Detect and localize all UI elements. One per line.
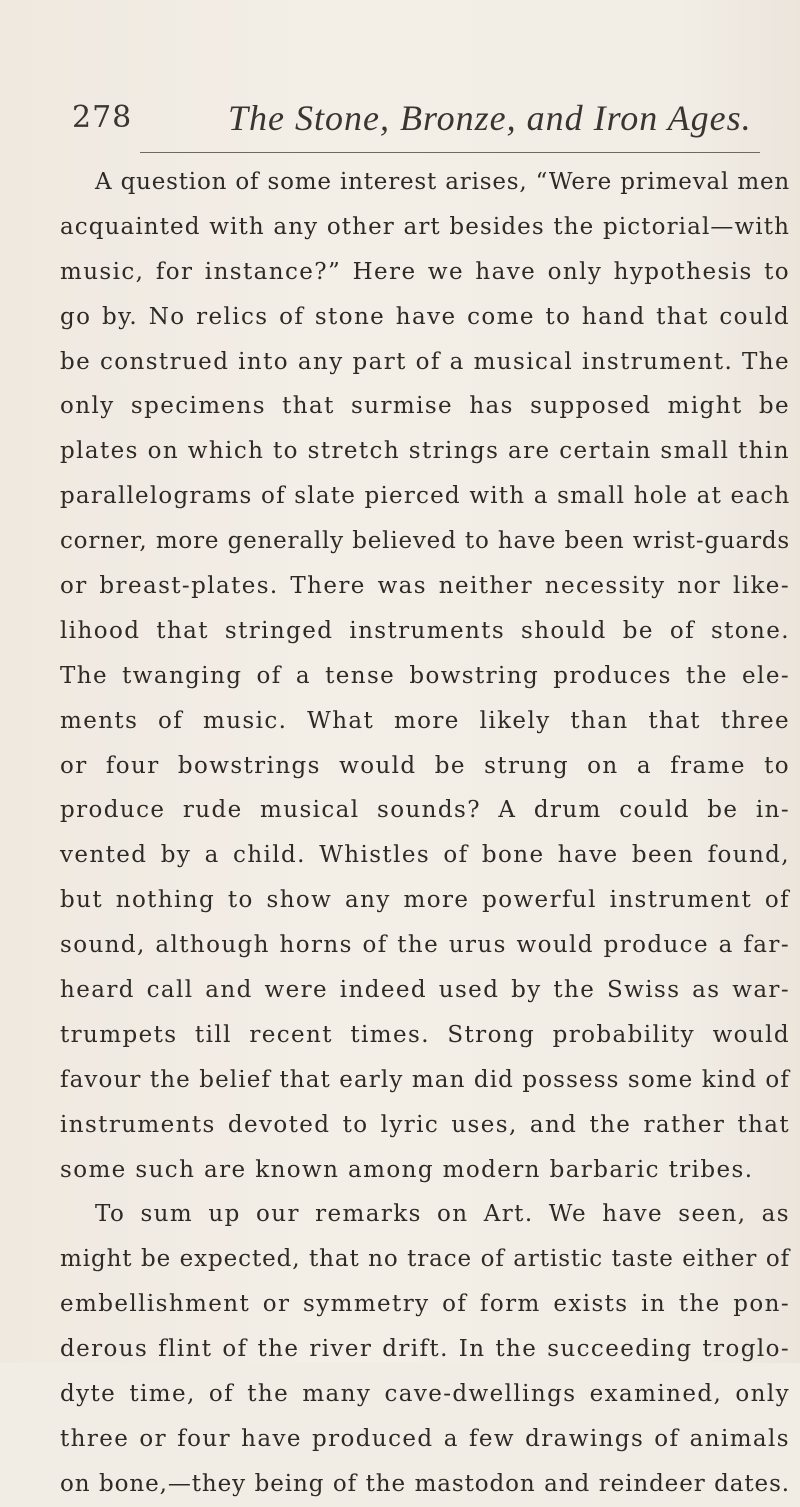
text-line: lihood that stringed instruments should be of stone. [60,617,790,644]
text-line: favour the belief that early man did possess some kind of [60,1066,790,1093]
text-line: To sum up our remarks on Art. We have seen, as [95,1201,790,1228]
running-title: The Stone, Bronze, and Iron Ages. [228,98,752,138]
body-text [60,160,790,1507]
text-line: or breast-plates. There was neither necessity nor like- [60,573,790,600]
text-line: vented by a child. Whistles of bone have been found, [60,842,790,869]
text-line: or four bowstrings would be strung on a frame to [60,752,790,779]
text-line: trumpets till recent times. Strong probability would [60,1021,790,1048]
text-line: only specimens that surmise has supposed might be [60,393,790,420]
header-rule [140,152,760,153]
text-line: three or four have produced a few drawings of animals [60,1425,790,1452]
text-line: derous flint of the river drift. In the succeeding troglo- [60,1336,790,1363]
text-line: might be expected, that no trace of artistic taste either of [60,1246,790,1273]
text-line: music, for instance?” Here we have only hypothesis to [60,258,790,285]
text-line: acquainted with any other art besides the pictorial—with [60,213,790,240]
text-line: embellishment or symmetry of form exists in the pon- [60,1291,790,1318]
page-header [72,96,762,140]
text-line: on bone,—they being of the mastodon and reindeer dates. [60,1470,790,1497]
text-line: dyte time, of the many cave-dwellings examined, only [60,1381,790,1408]
text-line: produce rude musical sounds? A drum could be in- [60,797,790,824]
page-number: 278 [72,100,133,135]
text-line: A question of some interest arises, “Were primeval men [95,169,790,195]
text-line: instruments devoted to lyric uses, and the rather that [60,1111,790,1138]
text-line: sound, although horns of the urus would produce a far- [60,932,790,959]
text-line: but nothing to show any more powerful instrument of [60,887,790,914]
text-line: go by. No relics of stone have come to hand that could [60,303,790,330]
text-line: be construed into any part of a musical instrument. The [60,348,790,375]
text-line: corner, more generally believed to have been wrist-guards [60,528,790,555]
text-line: heard call and were indeed used by the Swiss as war- [60,977,790,1004]
text-line: some such are known among modern barbaric tribes. [60,1156,754,1183]
text-line: ments of music. What more likely than that three [60,707,790,734]
text-line: parallelograms of slate pierced with a small hole at each [60,483,791,510]
text-line: plates on which to stretch strings are certain small thin [60,438,790,465]
text-line: The twanging of a tense bowstring produces the ele- [60,662,790,689]
